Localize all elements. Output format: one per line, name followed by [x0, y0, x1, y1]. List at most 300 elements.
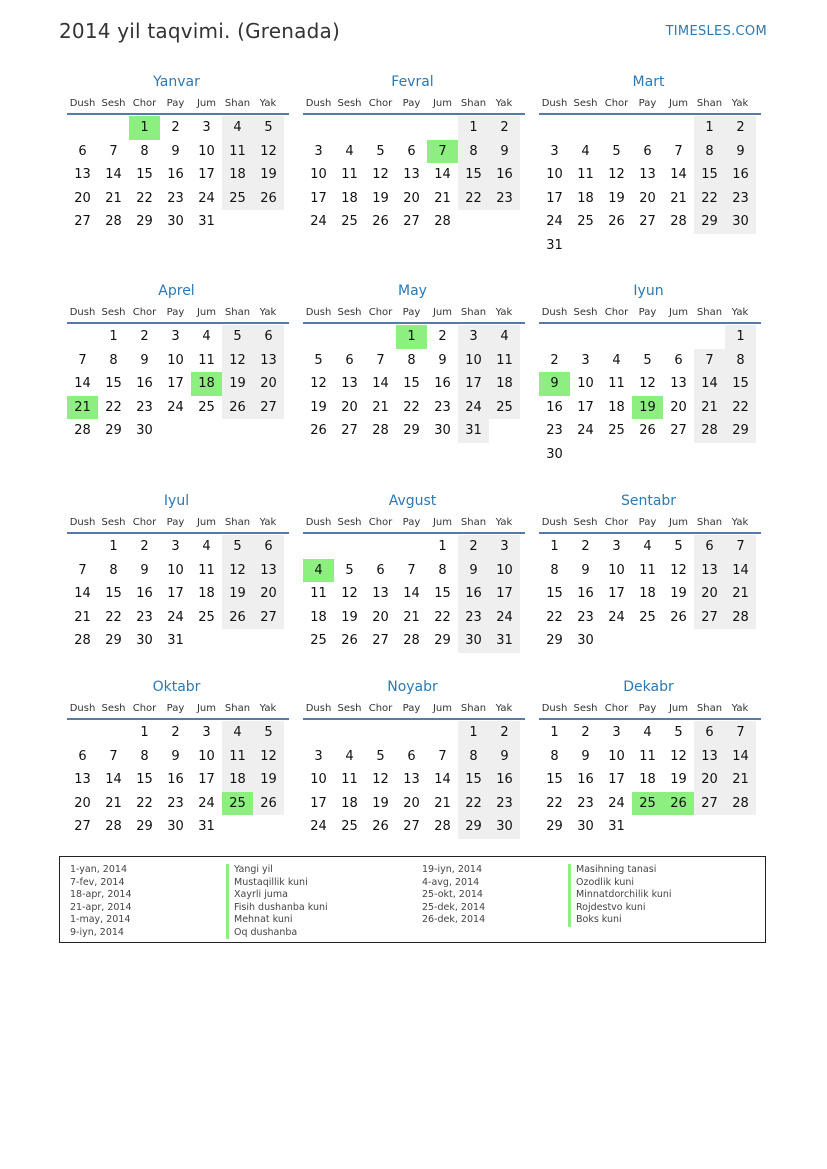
day-cell: 15	[546, 772, 563, 787]
day-cell: 27	[74, 819, 91, 834]
day-cell: 24	[458, 396, 489, 420]
day-cell: 11	[198, 562, 215, 578]
day-cell: 24	[310, 214, 327, 229]
day-cell: 11	[608, 376, 625, 391]
day-cell: 25	[608, 423, 625, 438]
day-cell: 17	[310, 190, 327, 206]
day-cell: 19	[372, 795, 389, 811]
day-cell: 26	[670, 609, 687, 625]
day-cell: 6	[407, 748, 416, 764]
month-name: Fevral	[391, 74, 434, 90]
day-cell: 5	[314, 352, 323, 368]
day-cell: 13	[403, 167, 420, 182]
weekday-header	[67, 95, 289, 115]
day-cell: 22	[105, 399, 122, 415]
day-cell: 8	[109, 562, 118, 578]
day-cell: 7	[674, 143, 683, 159]
legend-holiday-name: Oq dushanba	[226, 927, 328, 940]
day-cell: 25	[577, 214, 594, 229]
day-cell: 31	[489, 629, 520, 653]
day-cell: 27	[670, 423, 687, 438]
day-cell: 23	[136, 399, 153, 415]
day-cell: 12	[372, 167, 389, 182]
day-cell: 11	[222, 140, 253, 164]
day-cell: 14	[725, 745, 756, 769]
day-cell: 26	[222, 606, 253, 630]
day-cell: 21	[725, 768, 756, 792]
day-cell: 11	[310, 586, 327, 601]
day-cell: 25	[341, 819, 358, 834]
day-cell: 28	[372, 423, 389, 438]
day-cell: 16	[577, 586, 594, 601]
day-cell: 25	[341, 214, 358, 229]
day-cell: 20	[372, 609, 389, 625]
day-cell: 3	[314, 143, 323, 159]
day-cell: 1	[458, 721, 489, 745]
day-cell: 13	[74, 167, 91, 182]
day-cell: 7	[725, 535, 756, 559]
day-cell: 21	[403, 609, 420, 625]
day-cell: 23	[167, 190, 184, 206]
weekday-label: Dush	[305, 98, 332, 109]
weekday-label: Yak	[495, 517, 513, 528]
day-cell: 15	[458, 163, 489, 187]
day-cell: 30	[167, 214, 184, 229]
day-cell: 14	[105, 772, 122, 787]
day-cell: 16	[136, 586, 153, 601]
weekday-label: Shan	[460, 307, 487, 318]
month-iyun	[539, 282, 761, 466]
day-cell: 24	[310, 819, 327, 834]
day-cell: 18	[341, 795, 358, 811]
day-cell: 5	[674, 725, 683, 740]
empty-cell	[427, 721, 458, 745]
weekday-label: Jum	[196, 517, 217, 528]
month-sentabr	[539, 492, 761, 653]
day-cell: 15	[434, 586, 451, 601]
day-cell: 21	[372, 399, 389, 415]
day-cell: 17	[198, 167, 215, 182]
day-grid	[303, 721, 525, 839]
day-cell: 20	[74, 795, 91, 811]
day-grid	[303, 116, 525, 234]
month-name: Oktabr	[152, 679, 201, 695]
weekday-label: Pay	[402, 307, 421, 318]
day-cell: 13	[74, 772, 91, 787]
day-cell: 19	[608, 190, 625, 206]
day-cell: 6	[345, 352, 354, 368]
weekday-label: Chor	[368, 703, 393, 714]
day-grid	[303, 325, 525, 443]
weekday-header	[67, 514, 289, 534]
weekday-header	[67, 700, 289, 720]
day-cell: 4	[643, 539, 652, 554]
weekday-label: Dush	[541, 98, 568, 109]
day-cell: 22	[546, 795, 563, 811]
day-cell: 23	[489, 187, 520, 211]
empty-cell	[396, 116, 427, 140]
day-cell: 6	[694, 721, 725, 745]
day-cell: 23	[577, 609, 594, 625]
day-cell: 18	[310, 609, 327, 625]
weekday-label: Yak	[259, 98, 277, 109]
weekday-label: Sesh	[573, 307, 598, 318]
weekday-label: Dush	[541, 517, 568, 528]
month-name: Aprel	[158, 283, 195, 299]
weekday-label: Jum	[196, 703, 217, 714]
weekday-label: Shan	[224, 703, 251, 714]
day-cell: 28	[434, 214, 451, 229]
day-cell: 19	[253, 163, 284, 187]
month-oktabr	[67, 678, 289, 839]
day-cell: 28	[434, 819, 451, 834]
day-cell: 12	[222, 349, 253, 373]
weekday-label: Yak	[731, 703, 749, 714]
day-cell: 9	[438, 352, 447, 368]
weekday-label: Sesh	[337, 517, 362, 528]
day-grid	[539, 116, 761, 257]
day-cell: 11	[341, 167, 358, 182]
day-grid	[539, 535, 761, 653]
weekday-label: Shan	[696, 98, 723, 109]
day-cell: 21	[434, 190, 451, 206]
day-cell: 1	[140, 725, 149, 740]
weekday-label: Pay	[402, 98, 421, 109]
holiday-day-cell: 21	[67, 396, 98, 420]
day-cell: 28	[725, 606, 756, 630]
month-name: Yanvar	[153, 74, 200, 90]
day-cell: 19	[341, 609, 358, 625]
empty-cell	[663, 325, 694, 349]
day-cell: 21	[670, 190, 687, 206]
day-cell: 17	[167, 586, 184, 601]
day-cell: 27	[253, 396, 284, 420]
day-cell: 2	[581, 539, 590, 554]
day-cell: 10	[198, 143, 215, 159]
day-cell: 13	[253, 559, 284, 583]
empty-cell	[365, 535, 396, 559]
day-cell: 15	[694, 163, 725, 187]
day-cell: 5	[253, 116, 284, 140]
month-name: Mart	[632, 74, 665, 90]
day-cell: 19	[310, 399, 327, 415]
day-cell: 9	[489, 745, 520, 769]
day-cell: 25	[310, 633, 327, 648]
day-cell: 22	[136, 190, 153, 206]
day-cell: 22	[434, 609, 451, 625]
day-cell: 8	[725, 349, 756, 373]
legend-holiday-name: Fisih dushanba kuni	[226, 902, 328, 915]
weekday-label: Dush	[305, 703, 332, 714]
day-cell: 18	[639, 772, 656, 787]
day-cell: 29	[403, 423, 420, 438]
day-cell: 4	[222, 721, 253, 745]
day-cell: 23	[577, 795, 594, 811]
day-cell: 24	[167, 609, 184, 625]
day-cell: 13	[670, 376, 687, 391]
day-cell: 14	[372, 376, 389, 391]
day-cell: 13	[372, 586, 389, 601]
day-cell: 10	[198, 748, 215, 764]
day-cell: 10	[310, 167, 327, 182]
day-cell: 8	[550, 748, 559, 764]
weekday-label: Shan	[224, 98, 251, 109]
day-cell: 26	[372, 819, 389, 834]
weekday-label: Dush	[69, 703, 96, 714]
day-cell: 13	[253, 349, 284, 373]
day-cell: 6	[78, 748, 87, 764]
legend-holiday-name: Xayrli juma	[226, 889, 328, 902]
day-cell: 19	[222, 372, 253, 396]
day-cell: 3	[202, 120, 211, 135]
month-name: Iyun	[633, 283, 664, 299]
empty-cell	[334, 325, 365, 349]
day-cell: 2	[489, 116, 520, 140]
day-cell: 3	[612, 725, 621, 740]
day-cell: 28	[725, 792, 756, 816]
weekday-header	[67, 304, 289, 324]
day-cell: 12	[222, 559, 253, 583]
weekday-label: Chor	[132, 517, 157, 528]
weekday-label: Dush	[69, 307, 96, 318]
day-cell: 18	[577, 190, 594, 206]
day-cell: 10	[577, 376, 594, 391]
legend-names-col-2	[568, 864, 672, 927]
weekday-label: Chor	[132, 703, 157, 714]
day-cell: 18	[341, 190, 358, 206]
day-cell: 9	[581, 748, 590, 764]
day-cell: 6	[253, 535, 284, 559]
day-cell: 29	[136, 819, 153, 834]
day-cell: 15	[458, 768, 489, 792]
weekday-label: Jum	[432, 703, 453, 714]
day-cell: 17	[546, 190, 563, 206]
day-cell: 1	[458, 116, 489, 140]
day-cell: 1	[550, 539, 559, 554]
month-name: Dekabr	[623, 679, 674, 695]
weekday-label: Sesh	[101, 98, 126, 109]
day-cell: 1	[550, 725, 559, 740]
weekday-label: Yak	[731, 517, 749, 528]
weekday-label: Yak	[731, 98, 749, 109]
holiday-day-cell: 18	[191, 372, 222, 396]
weekday-label: Shan	[460, 98, 487, 109]
weekday-label: Chor	[132, 98, 157, 109]
day-cell: 24	[198, 190, 215, 206]
holiday-day-cell: 19	[632, 396, 663, 420]
weekday-label: Pay	[166, 98, 185, 109]
empty-cell	[303, 721, 334, 745]
day-cell: 23	[434, 399, 451, 415]
day-cell: 30	[167, 819, 184, 834]
empty-cell	[601, 325, 632, 349]
day-cell: 27	[403, 819, 420, 834]
day-cell: 10	[489, 559, 520, 583]
legend-date: 1-may, 2014	[70, 914, 131, 925]
empty-cell	[365, 116, 396, 140]
day-cell: 15	[725, 372, 756, 396]
day-cell: 8	[438, 562, 447, 578]
month-fevral	[303, 73, 525, 234]
day-cell: 21	[105, 795, 122, 811]
day-cell: 9	[458, 559, 489, 583]
day-cell: 1	[109, 539, 118, 554]
day-cell: 17	[167, 376, 184, 391]
holiday-day-cell: 26	[663, 792, 694, 816]
day-cell: 7	[78, 562, 87, 578]
day-cell: 3	[581, 352, 590, 368]
day-cell: 19	[670, 586, 687, 601]
day-cell: 8	[140, 748, 149, 764]
day-grid	[303, 535, 525, 653]
day-cell: 30	[458, 629, 489, 653]
day-cell: 10	[310, 772, 327, 787]
day-cell: 2	[171, 725, 180, 740]
month-name: Avgust	[388, 493, 437, 509]
legend-holiday-name: Yangi yil	[226, 864, 328, 877]
day-cell: 4	[612, 352, 621, 368]
day-cell: 11	[639, 562, 656, 578]
weekday-header	[303, 700, 525, 720]
day-cell: 19	[372, 190, 389, 206]
day-cell: 16	[167, 772, 184, 787]
weekday-label: Pay	[166, 307, 185, 318]
month-avgust	[303, 492, 525, 653]
weekday-label: Shan	[460, 703, 487, 714]
day-cell: 26	[639, 423, 656, 438]
legend-dates-col-2	[422, 864, 485, 927]
holiday-day-cell: 9	[539, 372, 570, 396]
day-cell: 17	[608, 772, 625, 787]
day-cell: 11	[639, 748, 656, 764]
day-cell: 5	[612, 143, 621, 159]
day-cell: 3	[458, 325, 489, 349]
day-cell: 11	[222, 745, 253, 769]
day-cell: 24	[577, 423, 594, 438]
month-iyul	[67, 492, 289, 653]
day-cell: 28	[694, 419, 725, 443]
day-cell: 16	[546, 399, 563, 415]
legend-date: 21-apr, 2014	[70, 901, 132, 913]
legend-holiday-name: Minnatdorchilik kuni	[568, 889, 672, 902]
month-name: Noyabr	[387, 679, 438, 695]
day-cell: 12	[639, 376, 656, 391]
day-cell: 6	[694, 535, 725, 559]
day-cell: 24	[608, 795, 625, 811]
day-cell: 3	[612, 539, 621, 554]
empty-cell	[365, 721, 396, 745]
day-cell: 8	[550, 562, 559, 578]
day-cell: 23	[725, 187, 756, 211]
day-cell: 24	[608, 609, 625, 625]
day-cell: 29	[725, 419, 756, 443]
weekday-label: Jum	[668, 307, 689, 318]
empty-cell	[694, 325, 725, 349]
day-cell: 28	[74, 633, 91, 648]
day-cell: 4	[345, 143, 354, 159]
day-cell: 17	[198, 772, 215, 787]
day-cell: 30	[136, 423, 153, 438]
weekday-label: Sesh	[337, 98, 362, 109]
day-cell: 14	[434, 772, 451, 787]
legend-date: 18-apr, 2014	[70, 889, 132, 900]
weekday-label: Yak	[731, 307, 749, 318]
weekday-label: Shan	[224, 517, 251, 528]
day-cell: 12	[670, 562, 687, 578]
day-cell: 14	[434, 167, 451, 182]
legend-date: 4-avg, 2014	[422, 876, 480, 888]
day-cell: 21	[105, 190, 122, 206]
day-cell: 21	[74, 609, 91, 625]
empty-cell	[663, 116, 694, 140]
day-cell: 22	[136, 795, 153, 811]
empty-cell	[396, 535, 427, 559]
day-cell: 29	[458, 815, 489, 839]
day-cell: 5	[253, 721, 284, 745]
day-cell: 5	[222, 325, 253, 349]
day-cell: 1	[109, 329, 118, 344]
day-cell: 26	[253, 187, 284, 211]
empty-cell	[570, 116, 601, 140]
day-cell: 26	[341, 633, 358, 648]
day-cell: 3	[171, 329, 180, 344]
day-cell: 9	[140, 562, 149, 578]
day-cell: 11	[489, 349, 520, 373]
day-cell: 30	[136, 633, 153, 648]
weekday-label: Chor	[132, 307, 157, 318]
day-cell: 8	[140, 143, 149, 159]
weekday-label: Yak	[495, 703, 513, 714]
empty-cell	[334, 116, 365, 140]
day-cell: 14	[694, 372, 725, 396]
weekday-label: Sesh	[101, 703, 126, 714]
weekday-label: Yak	[259, 307, 277, 318]
day-cell: 5	[222, 535, 253, 559]
legend-names-col-1	[226, 864, 328, 939]
day-cell: 18	[608, 399, 625, 415]
legend-holiday-name: Masihning tanasi	[568, 864, 672, 877]
holiday-day-cell: 7	[427, 140, 458, 164]
day-cell: 23	[489, 792, 520, 816]
day-cell: 5	[345, 562, 354, 578]
empty-cell	[334, 721, 365, 745]
day-cell: 10	[167, 352, 184, 368]
legend-date: 1-yan, 2014	[70, 864, 127, 875]
day-cell: 15	[105, 376, 122, 391]
legend-date: 9-iyn, 2014	[70, 926, 124, 938]
month-name: Iyul	[163, 493, 190, 509]
empty-cell	[427, 116, 458, 140]
day-cell: 19	[670, 772, 687, 787]
day-cell: 3	[171, 539, 180, 554]
weekday-label: Dush	[69, 517, 96, 528]
day-grid	[539, 325, 761, 466]
weekday-label: Jum	[432, 98, 453, 109]
empty-cell	[632, 325, 663, 349]
weekday-label: Jum	[668, 98, 689, 109]
weekday-label: Yak	[495, 98, 513, 109]
brand-link[interactable]: TIMESLES.COM	[665, 24, 767, 39]
day-cell: 27	[74, 214, 91, 229]
weekday-label: Pay	[402, 703, 421, 714]
day-cell: 29	[105, 423, 122, 438]
legend-holiday-name: Mehnat kuni	[226, 914, 328, 927]
day-cell: 18	[198, 586, 215, 601]
day-cell: 2	[581, 725, 590, 740]
day-cell: 25	[198, 609, 215, 625]
day-cell: 29	[694, 210, 725, 234]
day-cell: 17	[608, 586, 625, 601]
